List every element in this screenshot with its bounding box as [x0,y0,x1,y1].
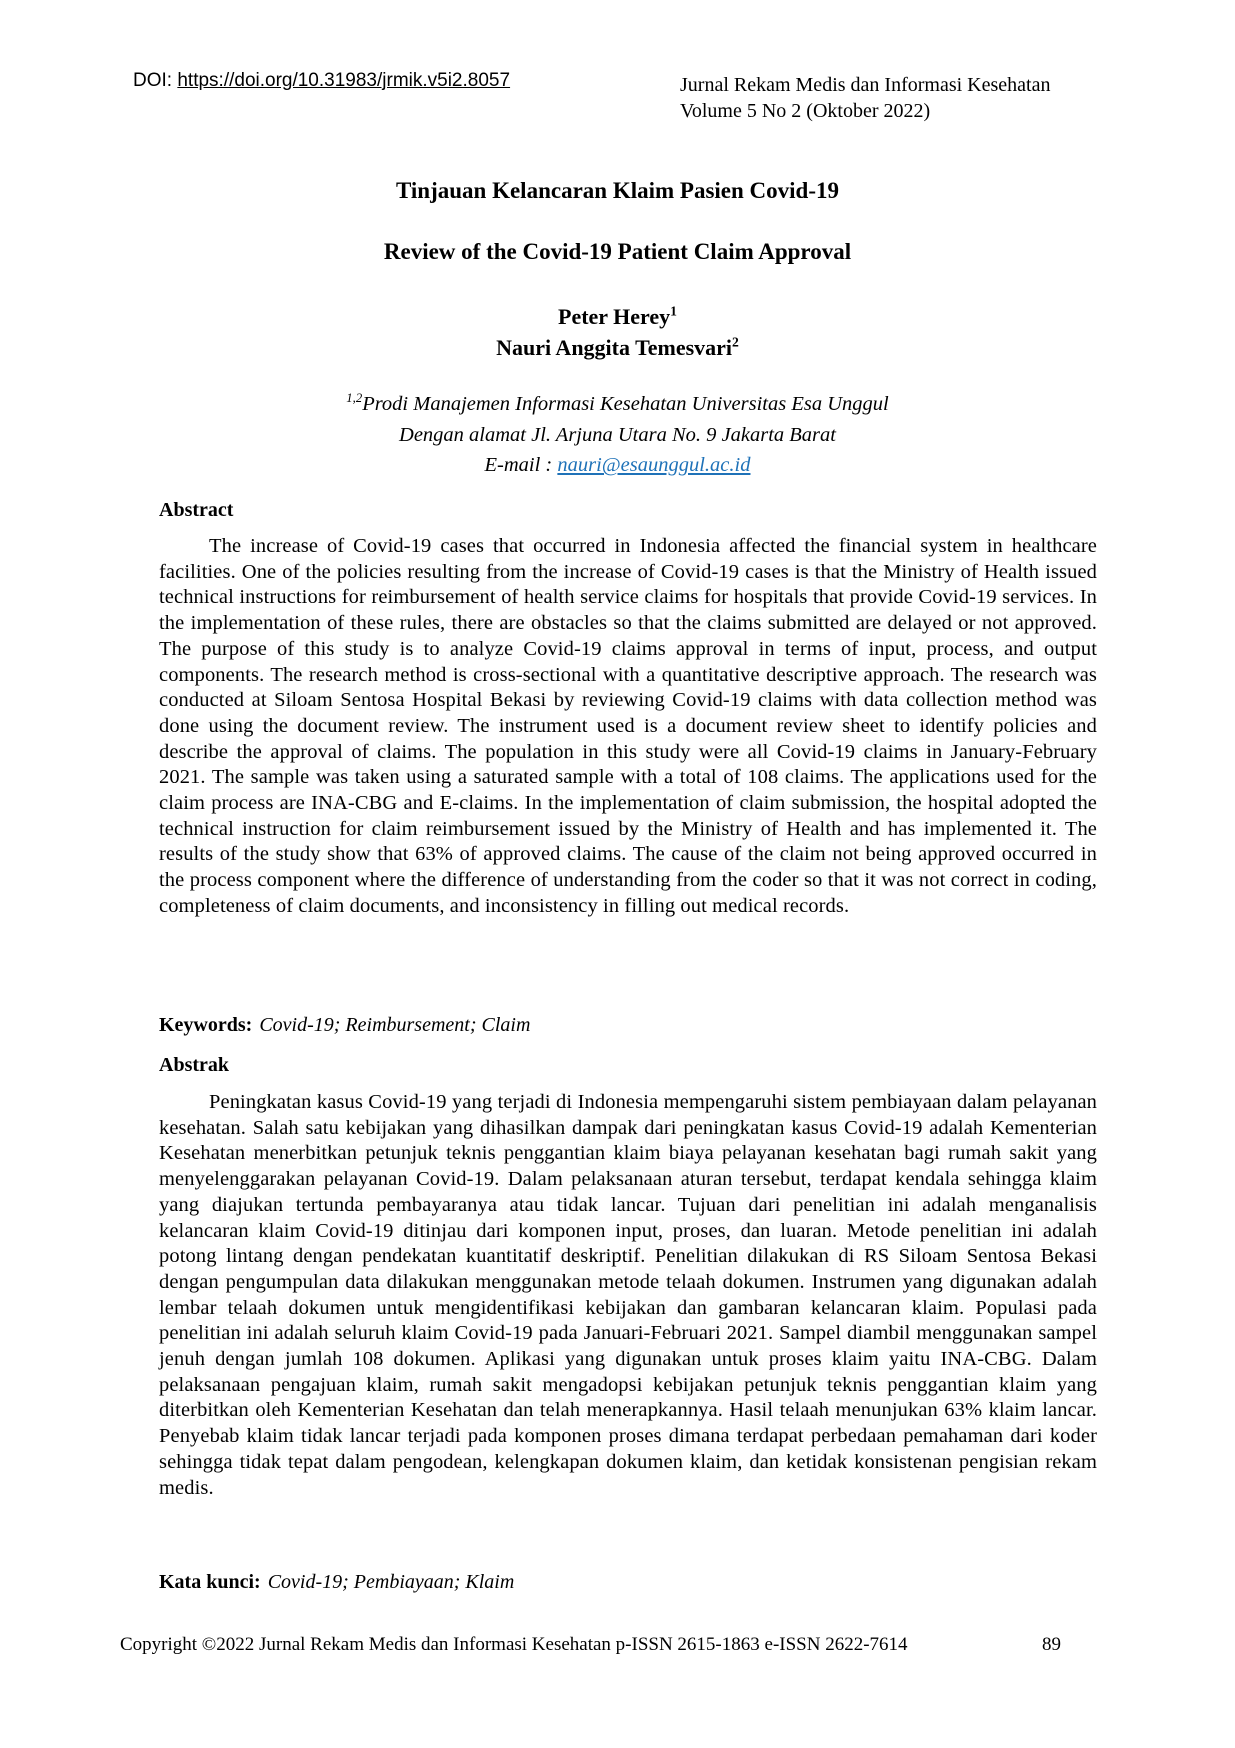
author-1 [0,301,1235,332]
copyright-line: Copyright ©2022 Jurnal Rekam Medis dan Informasi Kesehatan p-ISSN 2615-1863 e-ISSN 2622-7614 [120,1634,908,1655]
journal-info [680,72,1050,124]
affiliation-address: Dengan alamat Jl. Arjuna Utara No. 9 Jakarta Barat [399,423,836,446]
affiliation-block [0,389,1235,481]
affiliation-institution: Prodi Manajemen Informasi Kesehatan Universitas Esa Unggul [362,393,889,415]
affiliation-line-1 [0,389,1235,420]
article-title-english: Review of the Covid-19 Patient Claim Approval [383,239,852,264]
authors-block [0,301,1235,363]
affiliation-email-line [0,450,1235,481]
doi-line [133,70,510,92]
journal-name: Jurnal Rekam Medis dan Informasi Kesehatan [680,74,1051,96]
keywords-english-label: Keywords: [159,1014,253,1036]
page-number: 89 [1042,1634,1061,1655]
abstract-heading-english: Abstract [159,499,234,521]
abstract-heading-indonesian: Abstrak [159,1054,230,1076]
abstract-text-indonesian: Peningkatan kasus Covid-19 yang terjadi di Indonesia mempengaruhi sistem pembiayaan dalam pelayanan kesehatan. Salah satu kebijakan yang dihasilkan dampak dari peningkatan kasus Covid-19 adalah Kementerian Kesehatan menerbitkan petunjuk teknis penggantian klaim biaya pelayanan kesehatan bagi rumah sakit yang menyelenggarakan pelayanan Covid-19. Dalam pelaksanaan aturan tersebut, terdapat kendala sehingga klaim yang diajukan tertunda pembayaranya atau tidak lancar. Tujuan dari penelitian ini adalah menganalisis kelancaran klaim Covid-19 ditinjau dari komponen input, proses, dan luaran. Metode penelitian ini adalah potong lintang dengan pendekatan kuantitatif deskriptif. Penelitian dilakukan di RS Siloam Sentosa Bekasi dengan pengumpulan data dilakukan menggunakan metode telaah dokumen. Instrumen yang digunakan adalah lembar telaah dokumen untuk mengidentifikasi kebijakan dan gambaran kelancaran klaim. Populasi pada penelitian ini adalah seluruh klaim Covid-19 pada Januari-Februari 2021. Sampel diambil menggunakan sampel jenuh dengan jumlah 108 dokumen. Aplikasi yang digunakan untuk proses klaim yaitu INA-CBG. Dalam pelaksanaan pengajuan klaim, rumah sakit mengadopsi kebijakan petunjuk teknis penggantian klaim yang diterbitkan oleh Kementerian Kesehatan dan telah menerapkannya. Hasil telaah menunjukan 63% klaim lancar. Penyebab klaim tidak lancar terjadi pada komponen proses dimana terdapat perbedaan pemahaman dari koder sehingga tidak tepat dalam pengodean, kelengkapan dokumen klaim, dan ketidak konsistenan pengisian rekam medis. [159,1091,1097,1499]
keywords-indonesian-text: Covid-19; Pembiayaan; Klaim [267,1571,515,1593]
doi-label: DOI: [133,70,178,91]
keywords-english-line [159,1014,530,1037]
affiliation-superscript: 1,2 [346,391,363,406]
email-label: E-mail : [484,454,558,476]
author-2 [0,332,1235,363]
author-1-superscript: 1 [670,303,677,319]
abstract-text-english: The increase of Covid-19 cases that occurred in Indonesia affected the financial system in healthcare facilities. One of the policies resulting from the increase of Covid-19 cases is that the Ministry of Health issued technical instructions for reimbursement of health service claims for hospitals that provide Covid-19 services. In the implementation of these rules, there are obstacles so that the claims submitted are delayed or not approved. The purpose of this study is to analyze Covid-19 claims approval in terms of input, process, and output components. The research method is cross-sectional with a quantitative descriptive approach. The research was conducted at Siloam Sentosa Hospital Bekasi by reviewing Covid-19 claims with data collection method was done using the document review. The instrument used is a document review sheet to identify policies and describe the approval of claims. The population in this study were all Covid-19 claims in January-February 2021. The sample was taken using a saturated sample with a total of 108 claims. The applications used for the claim process are INA-CBG and E-claims. In the implementation of claim submission, the hospital adopted the technical instruction for claim reimbursement issued by the Ministry of Health and has implemented it. The results of the study show that 63% of approved claims. The cause of the claim not being approved occurred in the process component where the difference of understanding from the coder so that it was not correct in coding, completeness of claim documents, and inconsistency in filling out medical records. [159,535,1097,917]
journal-issue: Volume 5 No 2 (Oktober 2022) [680,100,931,122]
author-1-name: Peter Herey [558,304,671,329]
keywords-english-text: Covid-19; Reimbursement; Claim [259,1014,531,1036]
doi-link[interactable]: https://doi.org/10.31983/jrmik.v5i2.8057 [177,70,511,91]
article-title-indonesian: Tinjauan Kelancaran Klaim Pasien Covid-19 [395,178,839,203]
author-2-name: Nauri Anggita Temesvari [496,335,733,360]
email-link[interactable]: nauri@esaunggul.ac.id [557,454,751,476]
author-2-superscript: 2 [732,334,739,350]
keywords-indonesian-label: Kata kunci: [159,1571,261,1593]
keywords-indonesian-line [159,1571,514,1594]
